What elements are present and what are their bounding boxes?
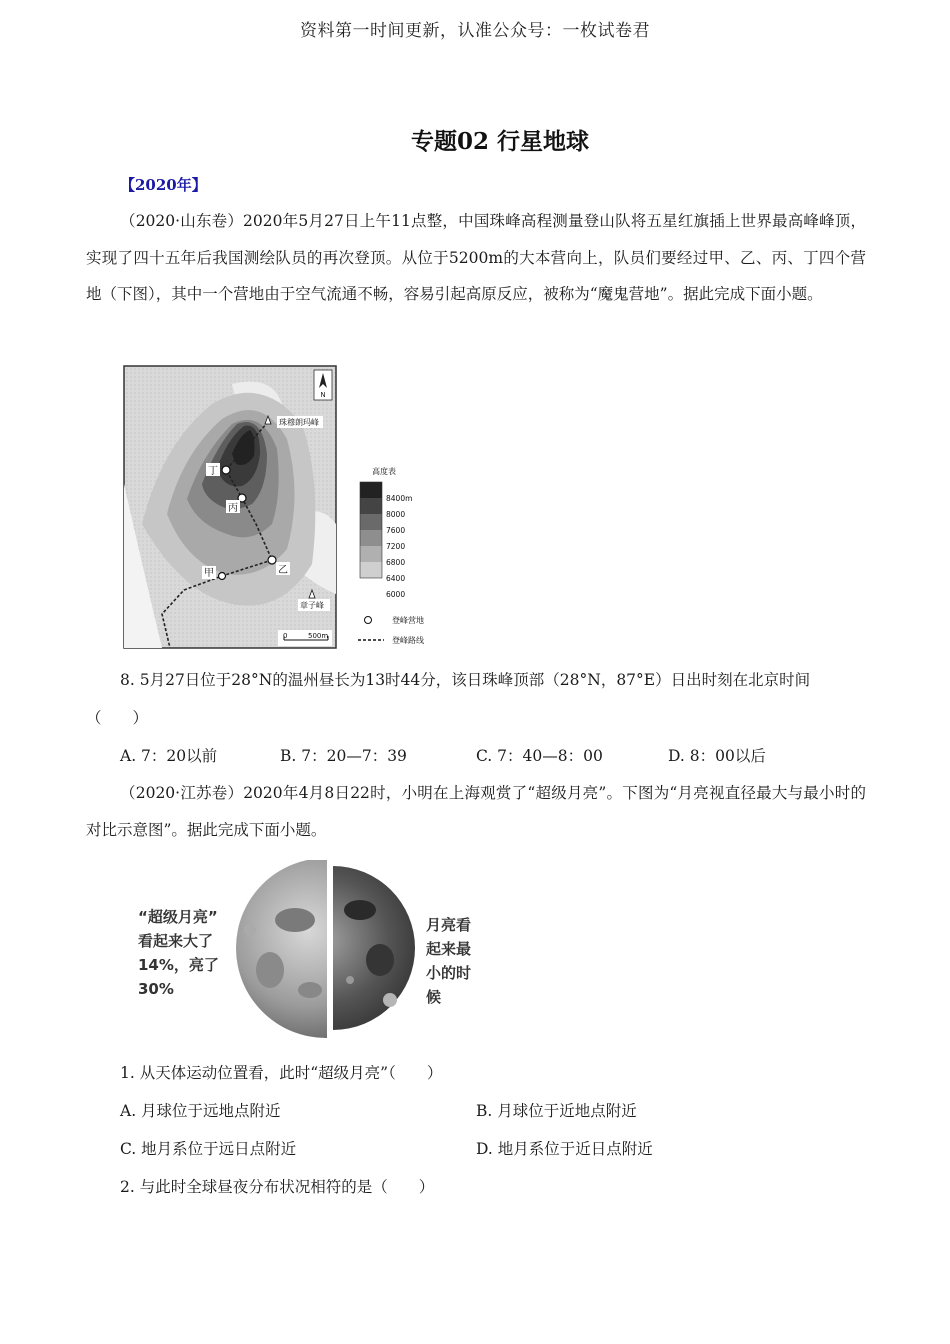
page-title: 专题02 行星地球 xyxy=(410,128,589,155)
q8-option-c: C. 7：40—8：00 xyxy=(476,747,603,765)
legend-title: 高度表 xyxy=(372,467,396,476)
scale-zero: 0 xyxy=(283,632,288,640)
q1-option-c: C. 地月系位于远日点附近 xyxy=(120,1140,297,1158)
legend-camp-marker xyxy=(365,617,372,624)
q1-stem: 1. 从天体运动位置看，此时“超级月亮”（ ） xyxy=(120,1064,443,1082)
legend-level-7600: 7600 xyxy=(386,526,406,535)
q1-option-b: B. 月球位于近地点附近 xyxy=(476,1102,637,1120)
legend-camp-label: 登峰营地 xyxy=(392,616,424,625)
legend-route-label: 登峰路线 xyxy=(392,636,424,645)
shandong-intro: （2020·山东卷）2020年5月27日上午11点整，中国珠峰高程测量登山队将五星红旗插上世界最高峰峰顶，实现了四十五年后我国测绘队员的再次登顶。从位于5200m的大本营向上，队员们要经过甲、乙、丙、丁四个营地（下图），其中一个营地由于空气流通不畅，容易引起高原反应，被称为“魔鬼营地”。据此完成下面小题。 xyxy=(86,212,866,303)
header-note: 资料第一时间更新，认准公众号：一枚试卷君 xyxy=(300,21,650,41)
camp-jia-marker xyxy=(219,573,226,580)
q8-line1: 8. 5月27日位于28°N的温州昼长为13时44分，该日珠峰顶部（28°N，87°E）日出时刻在北京时间 xyxy=(120,671,811,689)
super-moon-text-2: 看起来大了 xyxy=(138,932,214,950)
small-moon-text-3: 小的时 xyxy=(426,964,472,982)
super-moon-text-4: 30% xyxy=(138,980,174,998)
small-moon-text-4: 候 xyxy=(426,988,442,1006)
q8-option-d: D. 8：00以后 xyxy=(668,747,766,765)
camp-bing-label: 丙 xyxy=(228,503,238,514)
super-moon-text-3: 14%，亮了 xyxy=(138,956,219,974)
q8-option-a: A. 7：20以前 xyxy=(120,747,218,765)
camp-yi-marker xyxy=(268,556,276,564)
q2-stem: 2. 与此时全球昼夜分布状况相符的是（ ） xyxy=(120,1178,435,1196)
legend-level-8000: 8000 xyxy=(386,510,406,519)
year-tag: 【2020年】 xyxy=(120,176,207,194)
legend-level-8400: 8400m xyxy=(386,494,413,503)
super-moon-text-1: “超级月亮” xyxy=(138,908,218,926)
legend-level-6800: 6800 xyxy=(386,558,406,567)
jiangsu-intro: （2020·江苏卷）2020年4月8日22时，小明在上海观赏了“超级月亮”。下图为“月亮视直径最大与最小时的对比示意图”。据此完成下面小题。 xyxy=(86,784,866,839)
q1-option-d: D. 地月系位于近日点附近 xyxy=(476,1140,653,1158)
camp-ding-label: 丁 xyxy=(208,466,218,477)
everest-map-figure xyxy=(122,364,442,656)
peak-label: 珠穆朗玛峰 xyxy=(279,418,319,427)
peak2-label: 章子峰 xyxy=(300,601,324,610)
north-label: N xyxy=(320,391,326,399)
camp-jia-label: 甲 xyxy=(204,568,214,579)
small-moon-text-1: 月亮看 xyxy=(426,916,472,934)
camp-ding-marker xyxy=(222,466,230,474)
legend-level-6000: 6000 xyxy=(386,590,406,599)
moon-comparison-figure xyxy=(120,860,490,1044)
q8-line2: （ ） xyxy=(86,709,149,727)
legend-level-6400: 6400 xyxy=(386,574,406,583)
legend-level-7200: 7200 xyxy=(386,542,406,551)
small-moon-text-2: 起来最 xyxy=(426,940,472,958)
camp-yi-label: 乙 xyxy=(278,565,288,576)
q1-option-a: A. 月球位于远地点附近 xyxy=(120,1102,281,1120)
q8-option-b: B. 7：20—7：39 xyxy=(280,747,407,765)
scale-label: 500m xyxy=(308,632,329,640)
